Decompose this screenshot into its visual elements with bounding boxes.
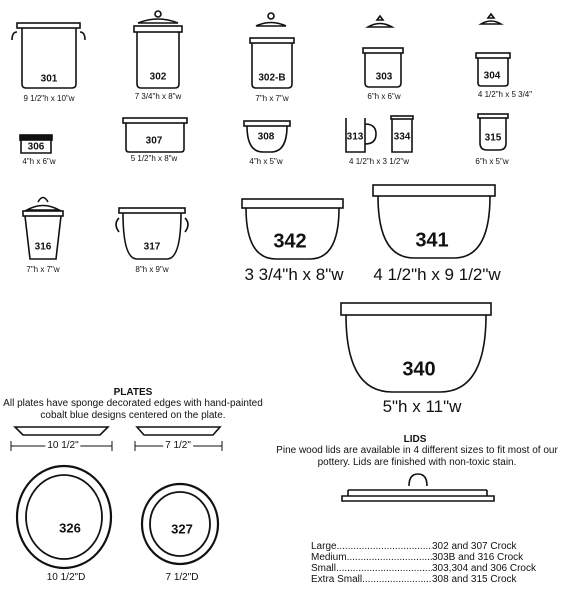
crock-304-number: 304 <box>483 70 501 82</box>
crock-304-size: 4 1/2"h x 5 3/4" <box>477 90 533 99</box>
crock-315-size: 6"h x 5"w <box>475 157 509 166</box>
bowl-340-size: 5"h x 11"w <box>382 397 462 416</box>
plate-326-width: 10 1/2" <box>47 440 79 451</box>
plates-note: All plates have sponge decorated edges with hand-painted cobalt blue designs centered on the plate. <box>3 398 263 421</box>
lid-size-name: Small ..... <box>311 563 432 574</box>
lid-size-table <box>311 541 536 585</box>
crock-301-number: 301 <box>40 73 58 85</box>
crock-302b-number: 302-B <box>258 72 286 84</box>
lids-heading: LIDS <box>403 434 427 445</box>
plate-327-width: 7 1/2" <box>165 440 191 451</box>
crock-306-size: 4"h x 6"w <box>22 157 56 166</box>
lid-size-name: Medium ..... <box>311 552 432 563</box>
lid-size-row <box>311 552 536 563</box>
plate-327-diameter: 7 1/2"D <box>165 572 199 583</box>
lid-size-name: Large ..... <box>311 541 432 552</box>
lid-size-fits: 303,304 and 306 Crock <box>432 563 536 574</box>
crock-317-number: 317 <box>143 241 161 253</box>
lid-size-row <box>311 563 536 574</box>
lid-size-fits: 308 and 315 Crock <box>432 574 517 585</box>
crock-334-number: 334 <box>393 131 411 143</box>
crock-316-size: 7"h x 7"w <box>26 265 60 274</box>
mug-313-size: 4 1/2"h x 3 1/2"w <box>349 157 409 166</box>
lid-size-fits: 302 and 307 Crock <box>432 541 517 552</box>
bowl-341-number: 341 <box>415 229 449 252</box>
crock-317-size: 8"h x 9"w <box>135 265 169 274</box>
crock-302b-size: 7"h x 7"w <box>255 94 289 103</box>
crock-315-number: 315 <box>484 132 502 144</box>
bowl-342-size: 3 3/4"h x 8"w <box>244 265 344 284</box>
plates-heading: PLATES <box>113 387 153 398</box>
plate-327-number: 327 <box>171 521 193 537</box>
crock-307-size: 5 1/2"h x 8"w <box>130 154 178 163</box>
bowl-340-number: 340 <box>402 358 436 381</box>
bowl-341-size: 4 1/2"h x 9 1/2"w <box>373 265 501 284</box>
mug-313-number: 313 <box>346 131 364 143</box>
plate-326-number: 326 <box>59 520 81 536</box>
lid-size-fits: 303B and 316 Crock <box>432 552 524 563</box>
crock-303-size: 6"h x 6"w <box>367 92 401 101</box>
bowl-342-number: 342 <box>273 230 307 253</box>
crock-302-size: 7 3/4"h x 8"w <box>134 92 182 101</box>
crock-301-size: 9 1/2"h x 10"w <box>23 94 75 103</box>
plate-326-diameter: 10 1/2"D <box>46 572 86 583</box>
lid-size-name: Extra Small ..... <box>311 574 432 585</box>
crock-307-number: 307 <box>145 135 163 147</box>
lid-size-row <box>311 541 536 552</box>
crock-308-number: 308 <box>257 131 275 143</box>
lid-drawing <box>342 474 494 501</box>
lids-note: Pine wood lids are available in 4 different sizes to fit most of our pottery. Lids are finished with non-toxic stain. <box>276 445 558 468</box>
crock-316-number: 316 <box>34 241 52 253</box>
crock-302-number: 302 <box>149 71 167 83</box>
crock-308-size: 4"h x 5"w <box>249 157 283 166</box>
lid-size-row <box>311 574 536 585</box>
plate-326-top-drawing <box>17 466 111 568</box>
crock-303-number: 303 <box>375 71 393 83</box>
crock-306-number: 306 <box>27 141 45 153</box>
